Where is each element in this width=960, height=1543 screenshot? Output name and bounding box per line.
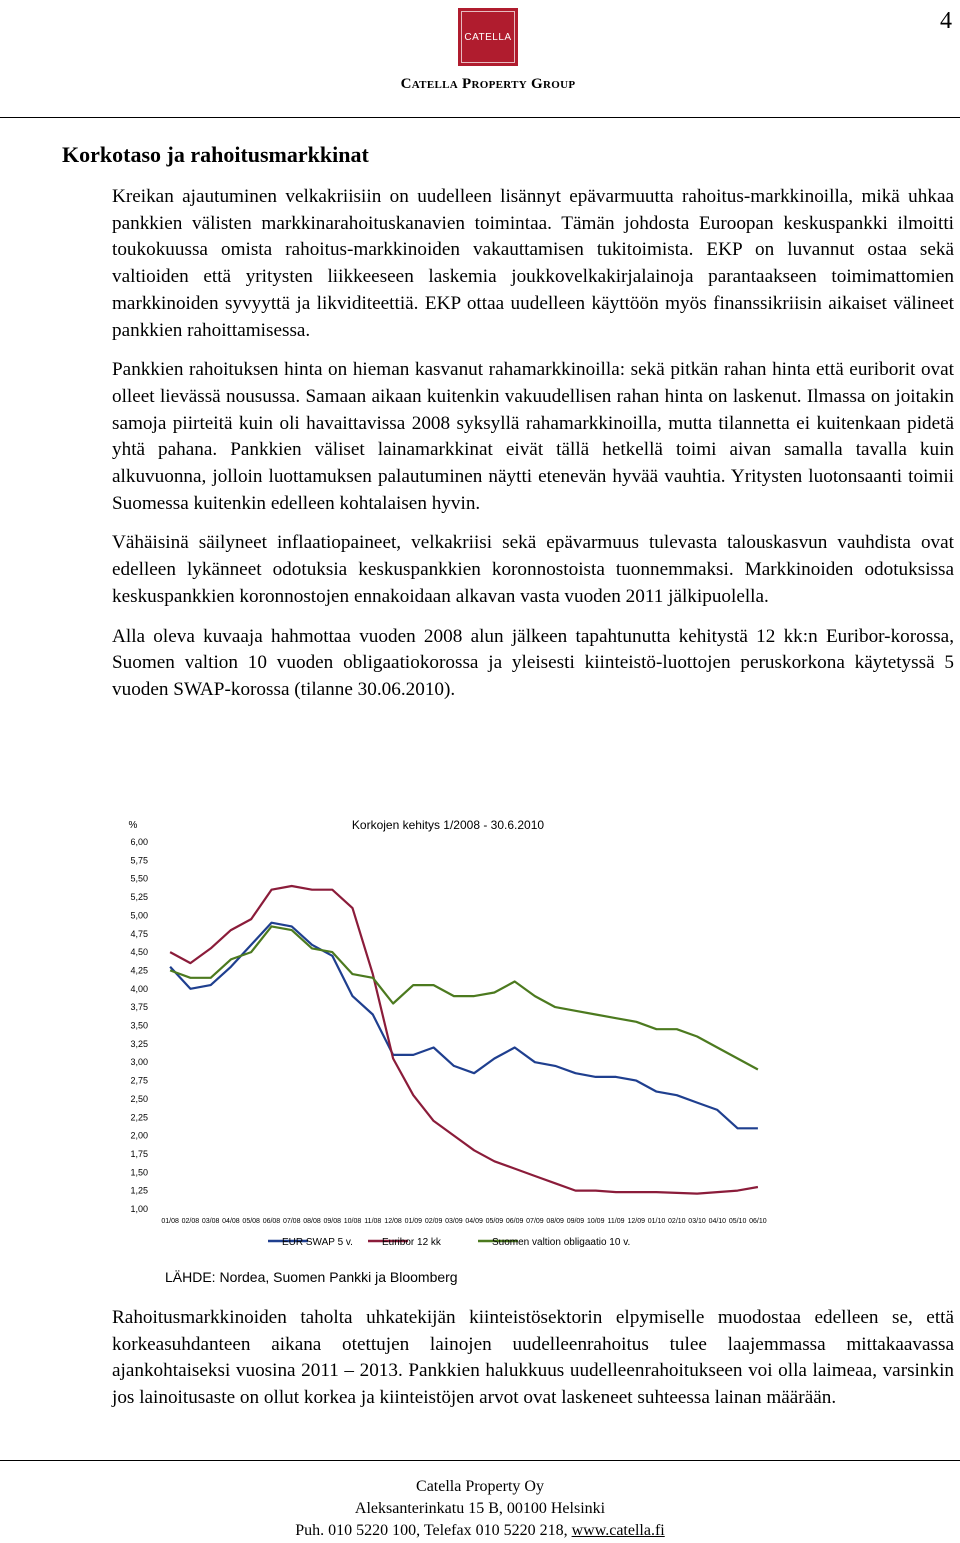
legend-label-2: Euribor 12 kk xyxy=(382,1237,441,1248)
y-tick-label: 5,50 xyxy=(130,873,148,884)
chart-source: LÄHDE: Nordea, Suomen Pankki ja Bloomberg xyxy=(165,1269,458,1285)
legend-label-1: EUR SWAP 5 v. xyxy=(282,1237,353,1248)
y-tick-label: 2,25 xyxy=(130,1112,148,1123)
x-tick-label: 03/08 xyxy=(201,1218,220,1225)
y-tick-label: 5,75 xyxy=(130,855,148,866)
x-tick-label: 06/09 xyxy=(505,1218,524,1225)
x-tick-label: 01/10 xyxy=(647,1218,666,1225)
y-tick-label: 4,25 xyxy=(130,965,148,976)
x-tick-label: 09/09 xyxy=(566,1218,585,1225)
y-tick-label: 4,50 xyxy=(130,947,148,958)
section-title: Korkotaso ja rahoitusmarkkinat xyxy=(62,142,369,167)
y-tick-label: 3,25 xyxy=(130,1038,148,1049)
x-tick-label: 02/08 xyxy=(181,1218,200,1225)
chart-legend xyxy=(268,1237,630,1248)
footer-website-link[interactable]: www.catella.fi xyxy=(571,1522,665,1539)
paragraph-4: Alla oleva kuvaaja hahmottaa vuoden 2008 alun jälkeen tapahtunutta kehitystä 12 kk:n Euribor-korossa, Suomen valtion 10 vuoden obligaatiokorossa ja yleisesti kiinteistö-luottojen peruskorkona käytetyssä 5 vuoden SWAP-korossa (tilanne 30.06.2010). xyxy=(112,625,954,700)
footer-divider xyxy=(0,1460,960,1461)
x-tick-label: 05/10 xyxy=(728,1218,747,1225)
x-tick-label: 07/09 xyxy=(526,1218,544,1225)
y-tick-label: 6,00 xyxy=(130,837,148,847)
legend-label-3: Suomen valtion obligaatio 10 v. xyxy=(492,1237,631,1248)
footer-contact xyxy=(0,1522,960,1540)
x-tick-label: 08/08 xyxy=(303,1218,321,1225)
y-tick-label: 3,50 xyxy=(130,1020,148,1031)
catella-logo xyxy=(458,8,518,66)
y-tick-label: 3,75 xyxy=(130,1002,148,1013)
x-tick-label: 01/08 xyxy=(161,1218,179,1225)
header-divider xyxy=(0,117,960,118)
page-number: 4 xyxy=(940,8,952,34)
y-tick-label: 2,50 xyxy=(130,1093,148,1104)
x-tick-label: 07/08 xyxy=(282,1218,301,1225)
series-line-3 xyxy=(170,926,758,1069)
logo-group-text: Catella Property Group xyxy=(400,76,576,92)
x-axis-ticks xyxy=(161,1218,766,1225)
paragraph-2: Pankkien rahoituksen hinta on hieman kasvanut rahamarkkinoilla: sekä pitkän rahan hinta että euriborit ovat olleet lievässä nousussa. Samaan aikaan kuitenkin vakuudellisen rahan hinta on laskenut. Ilmassa on joitakin samoja piirteitä kuin oli havaittavissa 2008 syksyllä rahamarkkinoilla, mutta tilannetta ei kuitenkaan pidetä yhtä pahana. Pankkien väliset lainamarkkinat eivät tällä hetkellä toimi aivan samalla tavalla kuin alkuvuonna, jolloin luottamuksen palautuminen näytti etenevän hyvää vauhtia. Yritysten luotonsaanti toimii Suomessa kuitenkin edelleen kohtalaisen hyvin. xyxy=(112,359,954,514)
y-tick-label: 5,25 xyxy=(130,892,148,903)
y-tick-label: 1,00 xyxy=(130,1204,148,1214)
x-tick-label: 03/10 xyxy=(688,1218,706,1225)
y-tick-label: 2,75 xyxy=(130,1075,148,1086)
paragraph-3: Vähäisinä säilyneet inflaatiopaineet, velkakriisi sekä epävarmuus tulevasta talouskasvun vauhdista ovat edelleen lykänneet odotuksia keskuspankkien koronnostoista tuonnemmaksi. Markkinoiden odotuksissa keskuspankkien koronnostojen ennakoidaan alkavan vasta vuoden 2011 jälkipuolella. xyxy=(112,532,954,607)
chart-title: Korkojen kehitys 1/2008 - 30.6.2010 xyxy=(351,818,545,832)
closing-paragraph: Rahoitusmarkkinoiden taholta uhkatekijän kiinteistösektorin elpymiselle muodostaa edelleen se, että korkeasuhdanteen aikana otettujen lainojen uudelleenrahoitus tulee laajemmassa mittakaavassa ajankohtaiseksi vuosina 2011 – 2013. Pankkien halukkuus uudelleenrahoitukseen voi olla laimeaa, varsinkin jos lainoitusaste on ollut korkea ja kiinteistöjen arvot ovat laskeneet suhteessa lainan määrään. xyxy=(112,1307,954,1409)
series-line-2 xyxy=(170,886,758,1194)
y-tick-label: 3,00 xyxy=(130,1057,148,1068)
paragraph-1: Kreikan ajautuminen velkakriisiin on uudelleen lisännyt epävarmuutta rahoitus-markkinoilla, mikä uhkaa pankkien välisten markkinarahoituskanavien toimintaa. Tämän johdosta Euroopan keskuspankki ilmoitti toukokuussa omista rahoitus-markkinoiden vakauttamisen tukitoimista. EKP on luvannut ostaa sekä valtioiden että yritysten liikkeeseen laskemia joukkovelkakirjalainoja parantaakseen toimimattomien markkinoiden syvyyttä ja likviditeettiä. EKP ottaa uudelleen käyttöön myös finanssikriisin aikaiset välineet pankkien rahoittamisessa. xyxy=(112,186,954,341)
y-axis-ticks xyxy=(130,837,148,1214)
y-tick-label: 2,00 xyxy=(130,1130,148,1141)
x-tick-label: 04/08 xyxy=(222,1218,240,1225)
chart-svg xyxy=(0,812,960,1262)
interest-rate-chart xyxy=(0,812,960,1302)
y-tick-label: 4,00 xyxy=(130,983,148,994)
chart-y-axis-label: % xyxy=(128,820,138,831)
x-tick-label: 02/09 xyxy=(424,1218,443,1225)
x-tick-label: 12/08 xyxy=(384,1218,402,1225)
intro-text xyxy=(112,184,954,717)
y-tick-label: 1,50 xyxy=(130,1167,148,1178)
x-tick-label: 05/09 xyxy=(485,1218,504,1225)
footer-company: Catella Property Oy xyxy=(416,1478,544,1495)
x-tick-label: 08/09 xyxy=(546,1218,564,1225)
x-tick-label: 11/09 xyxy=(607,1218,625,1225)
closing-text xyxy=(112,1305,954,1425)
x-tick-label: 04/09 xyxy=(465,1218,483,1225)
x-tick-label: 06/10 xyxy=(749,1218,767,1225)
series-line-1 xyxy=(170,923,758,1129)
x-tick-label: 10/08 xyxy=(343,1218,362,1225)
footer-address: Aleksanterinkatu 15 B, 00100 Helsinki xyxy=(354,1500,606,1517)
logo-box-text: CATELLA xyxy=(464,31,512,43)
y-tick-label: 1,25 xyxy=(130,1185,148,1196)
x-tick-label: 04/10 xyxy=(708,1218,727,1225)
x-tick-label: 10/09 xyxy=(586,1218,605,1225)
x-tick-label: 05/08 xyxy=(242,1218,260,1225)
x-tick-label: 09/08 xyxy=(323,1218,342,1225)
chart-series xyxy=(170,886,758,1194)
x-tick-label: 11/08 xyxy=(364,1218,382,1225)
x-tick-label: 06/08 xyxy=(262,1218,281,1225)
footer-contact-text: Puh. 010 5220 100, Telefax 010 5220 218, xyxy=(295,1522,572,1539)
x-tick-label: 03/09 xyxy=(445,1218,463,1225)
y-tick-label: 4,75 xyxy=(130,928,148,939)
y-tick-label: 5,00 xyxy=(130,910,148,921)
x-tick-label: 02/10 xyxy=(668,1218,686,1225)
x-tick-label: 12/09 xyxy=(627,1218,646,1225)
y-tick-label: 1,75 xyxy=(130,1148,148,1159)
x-tick-label: 01/09 xyxy=(404,1218,423,1225)
